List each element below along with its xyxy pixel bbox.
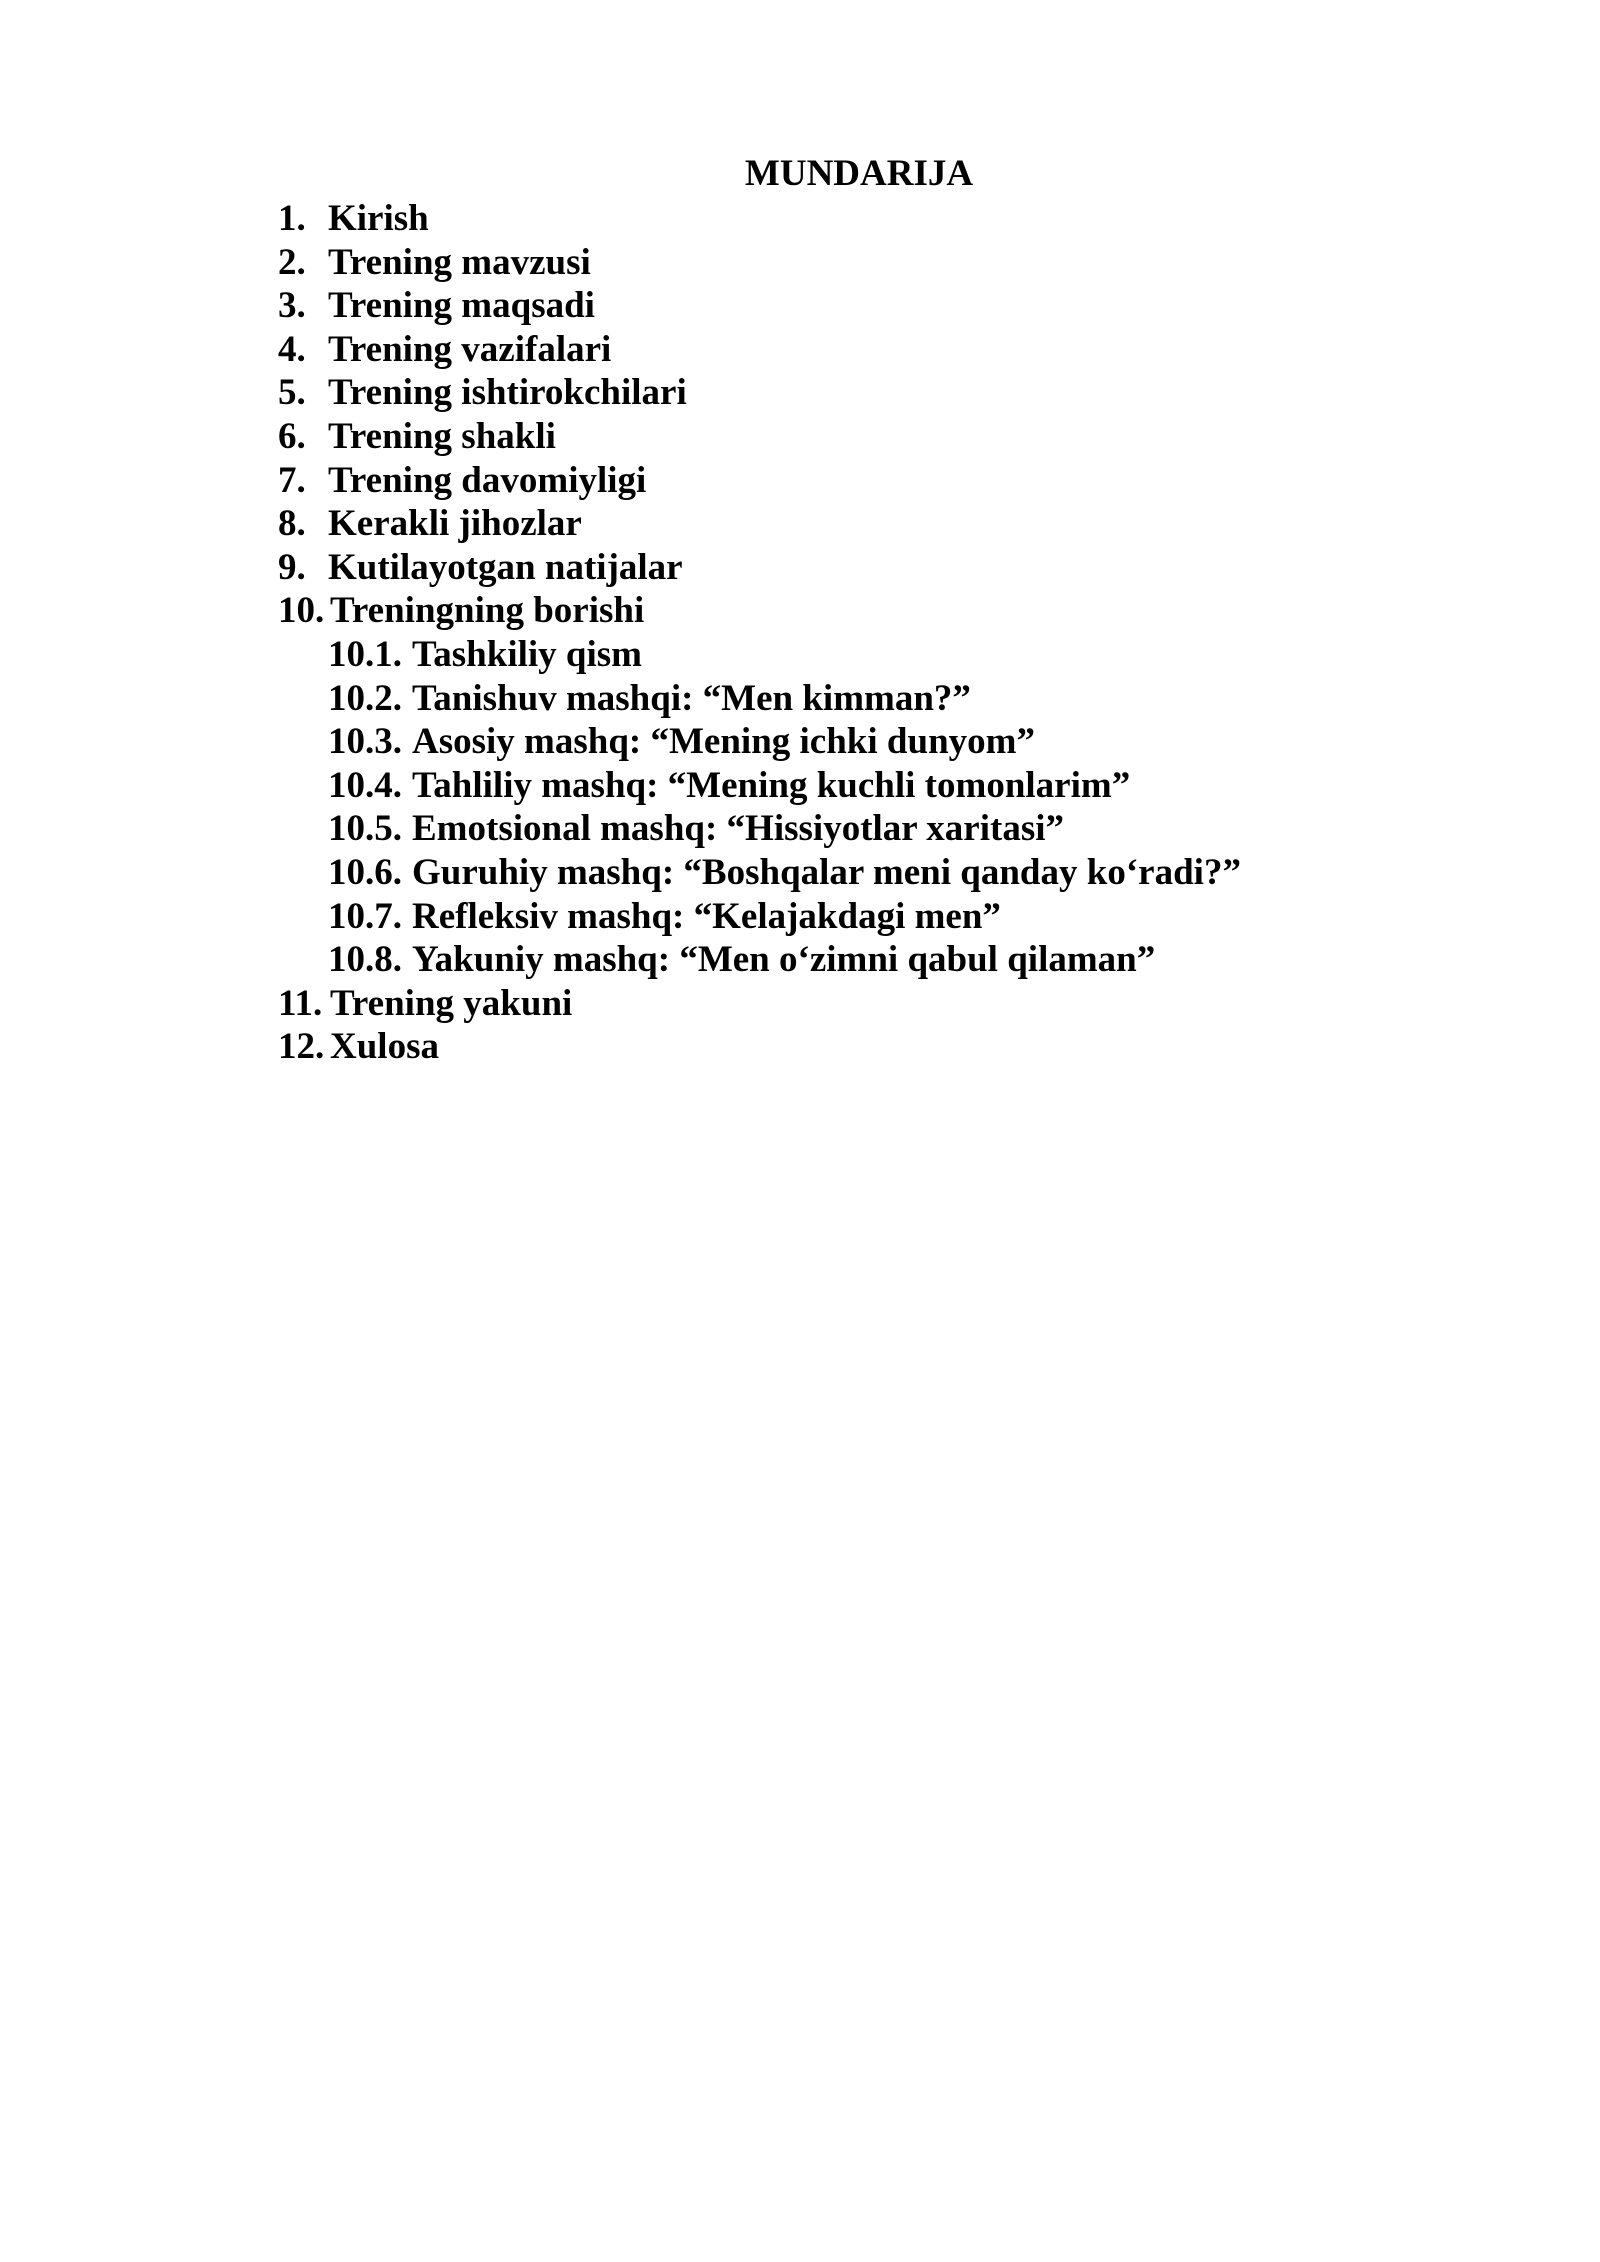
toc-item-label: Trening ishtirokchilari (328, 372, 687, 414)
toc-item-number: 10.3. (328, 721, 402, 763)
toc-item-trening-ishtirokchilari (278, 371, 1241, 415)
toc-subitem-10-4 (278, 764, 1241, 808)
toc-item-number: 2. (278, 241, 306, 283)
toc-item-label: Xulosa (330, 1026, 439, 1068)
toc-item-number: 10.1. (328, 633, 402, 675)
toc-item-number: 7. (278, 459, 306, 501)
toc-item-number: 11. (278, 982, 323, 1024)
toc-subitem-10-2 (278, 677, 1241, 721)
toc-item-label: Trening vazifalari (328, 328, 612, 370)
toc-item-number: 10. (278, 590, 325, 632)
toc-item-trening-davomiyligi (278, 459, 1241, 503)
toc-item-label: Trening mavzusi (328, 241, 591, 283)
toc-item-number: 12. (278, 1026, 325, 1068)
toc-subitem-10-8 (278, 938, 1241, 982)
toc-item-number: 10.4. (328, 764, 402, 806)
toc-item-label: Kutilayotgan natijalar (328, 546, 683, 588)
toc-item-number: 1. (278, 198, 306, 239)
toc-subitem-10-5 (278, 807, 1241, 851)
toc-item-label: Tahliliy mashq: “Mening kuchli tomonlarim” (412, 764, 1131, 806)
toc-item-number: 4. (278, 328, 306, 370)
toc-item-number: 8. (278, 503, 306, 545)
toc-item-trening-mavzusi (278, 241, 1241, 285)
toc-item-number: 5. (278, 372, 306, 414)
toc-item-number: 10.7. (328, 895, 402, 937)
toc-item-label: Asosiy mashq: “Mening ichki dunyom” (412, 721, 1035, 763)
toc-item-number: 3. (278, 285, 306, 327)
toc-item-kirish (278, 197, 1241, 241)
toc-subitem-10-3 (278, 720, 1241, 764)
toc-item-label: Kirish (328, 198, 429, 239)
toc-item-number: 6. (278, 415, 306, 457)
toc-item-number: 10.6. (328, 851, 402, 893)
toc-item-trening-maqsadi (278, 284, 1241, 328)
toc-subitem-10-6 (278, 851, 1241, 895)
toc-item-label: Tanishuv mashqi: “Men kimman?” (412, 677, 971, 719)
toc-item-kerakli-jihozlar (278, 502, 1241, 546)
toc-item-label: Guruhiy mashq: “Boshqalar meni qanday ko‘radi?” (412, 851, 1241, 893)
toc-item-number: 10.2. (328, 677, 402, 719)
toc-item-treningning-borishi (278, 589, 1241, 633)
toc-item-kutilayotgan-natijalar (278, 546, 1241, 590)
toc-item-number: 10.5. (328, 808, 402, 850)
page-title: MUNDARIJA (744, 153, 974, 194)
toc-item-label: Kerakli jihozlar (328, 503, 582, 545)
toc-item-label: Refleksiv mashq: “Kelajakdagi men” (412, 895, 1001, 937)
table-of-contents (278, 197, 1241, 1069)
toc-item-trening-yakuni (278, 982, 1241, 1026)
toc-item-label: Yakuniy mashq: “Men o‘zimni qabul qilaman” (412, 939, 1156, 981)
toc-subitem-10-7 (278, 895, 1241, 939)
toc-item-label: Emotsional mashq: “Hissiyotlar xaritasi” (412, 808, 1064, 850)
toc-item-number: 9. (278, 546, 306, 588)
toc-subitem-10-1 (278, 633, 1241, 677)
toc-item-trening-shakli (278, 415, 1241, 459)
toc-item-label: Tashkiliy qism (412, 633, 643, 675)
toc-item-number: 10.8. (328, 939, 402, 981)
toc-item-label: Trening yakuni (330, 982, 573, 1024)
toc-item-label: Trening maqsadi (328, 285, 595, 327)
toc-item-label: Treningning borishi (330, 590, 645, 632)
toc-item-label: Trening shakli (328, 415, 556, 457)
toc-item-trening-vazifalari (278, 328, 1241, 372)
toc-item-label: Trening davomiyligi (328, 459, 647, 501)
toc-item-xulosa (278, 1025, 1241, 1069)
